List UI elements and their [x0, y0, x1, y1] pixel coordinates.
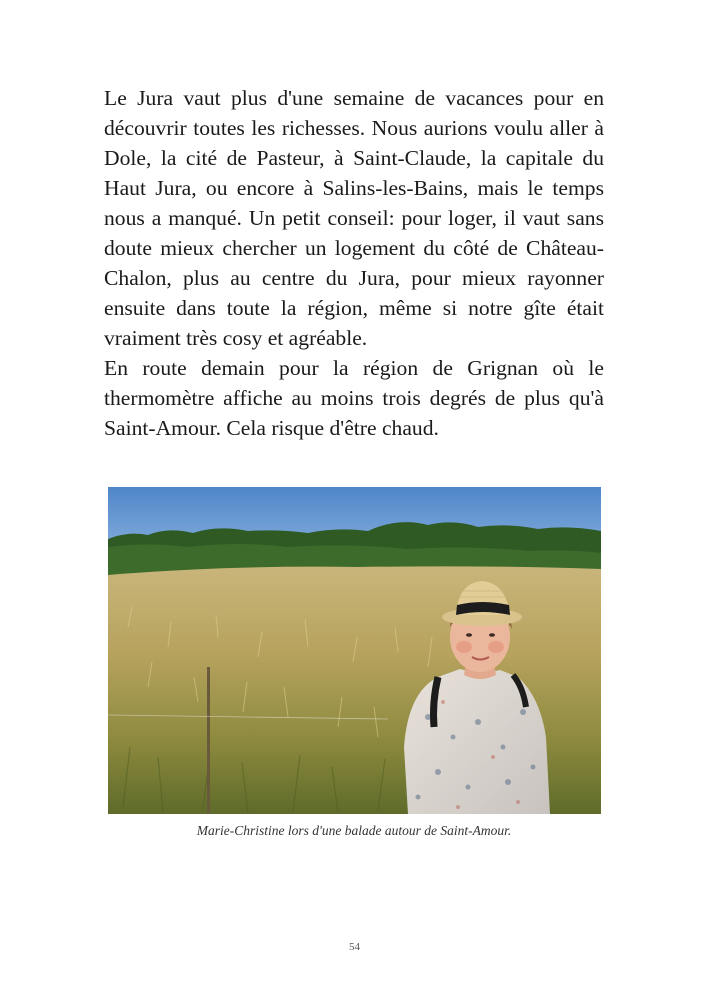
body-text	[104, 83, 604, 443]
paragraph: Le Jura vaut plus d'une semaine de vacances pour en découvrir toutes les richesses. Nous aurions voulu aller à Dole, la cité de Pasteur, à Saint-Claude, la capitale du Haut Jura, ou encore à Salins-les-Bains, mais le temps nous a manqué. Un petit conseil: pour loger, il vaut sans doute mieux chercher un logement du côté de Château-Chalon, plus au centre du Jura, pour mieux rayonner ensuite dans toute la région, même si notre gîte était vraiment très cosy et agréable.	[104, 86, 604, 350]
photo	[108, 487, 601, 814]
paragraph: En route demain pour la région de Grignan où le thermomètre affiche au moins trois degrés de plus qu'à Saint-Amour. Cela risque d'être chaud.	[104, 356, 604, 440]
page-number: 54	[349, 941, 360, 953]
photo-caption: Marie-Christine lors d'une balade autour de Saint-Amour.	[196, 823, 512, 838]
